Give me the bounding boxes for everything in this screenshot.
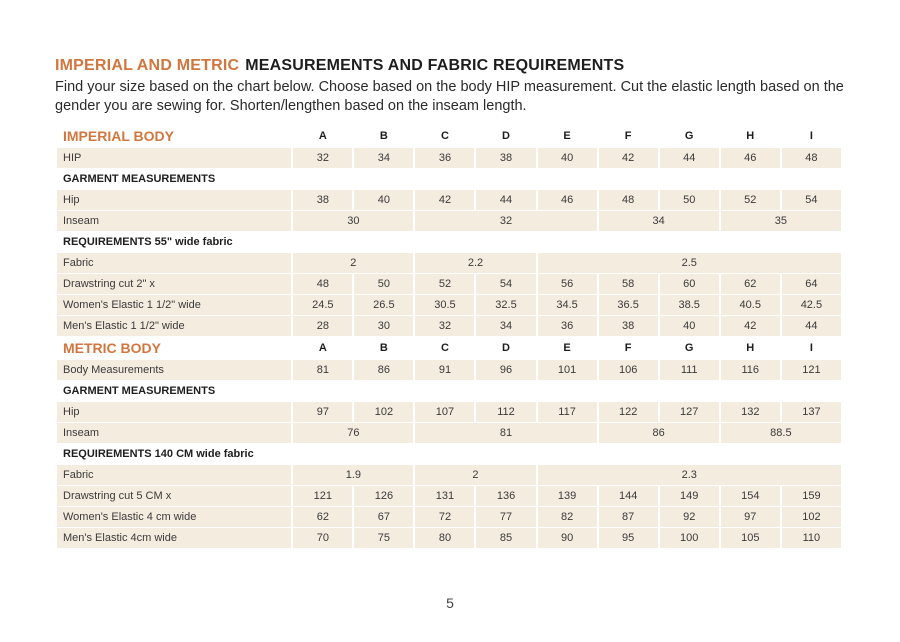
page-number: 5	[446, 595, 454, 611]
section-label: GARMENT MEASUREMENTS	[63, 173, 216, 185]
value-cell: 40.5	[721, 295, 780, 315]
value-cell: 86	[354, 360, 413, 380]
value-cell: 2	[415, 465, 535, 485]
row-label: Hip	[57, 402, 291, 422]
value-cell: 48	[293, 274, 352, 294]
table-row	[57, 274, 841, 294]
value-cell: 48	[599, 190, 658, 210]
value-cell: 2.3	[538, 465, 841, 485]
value-cell: 72	[415, 507, 474, 527]
section-label: GARMENT MEASUREMENTS	[63, 385, 216, 397]
value-cell: 40	[538, 148, 597, 168]
value-cell: 136	[476, 486, 535, 506]
value-cell: 54	[476, 274, 535, 294]
value-cell: 88.5	[721, 423, 841, 443]
value-cell: 77	[476, 507, 535, 527]
value-cell: 52	[721, 190, 780, 210]
heading-accent: IMPERIAL AND METRIC	[55, 57, 240, 74]
table-row	[57, 295, 841, 315]
value-cell: 34.5	[538, 295, 597, 315]
value-cell: 48	[782, 148, 841, 168]
value-cell: 36	[415, 148, 474, 168]
value-cell: 90	[538, 528, 597, 548]
value-cell: 32.5	[476, 295, 535, 315]
table-row	[57, 486, 841, 506]
value-cell: 52	[415, 274, 474, 294]
subsection-row	[57, 232, 841, 252]
value-cell: 58	[599, 274, 658, 294]
value-cell: 2.2	[415, 253, 535, 273]
size-header-cell: F	[624, 342, 632, 354]
value-cell: 67	[354, 507, 413, 527]
value-cell: 149	[660, 486, 719, 506]
size-header-cell: D	[502, 342, 510, 354]
value-cell: 81	[415, 423, 596, 443]
subsection-row	[57, 444, 841, 464]
value-cell: 126	[354, 486, 413, 506]
value-cell: 86	[599, 423, 719, 443]
value-cell: 30	[354, 316, 413, 336]
value-cell: 38.5	[660, 295, 719, 315]
value-cell: 36	[538, 316, 597, 336]
value-cell: 144	[599, 486, 658, 506]
value-cell: 116	[721, 360, 780, 380]
row-label: Inseam	[57, 211, 291, 231]
value-cell: 30.5	[415, 295, 474, 315]
value-cell: 34	[354, 148, 413, 168]
value-cell: 139	[538, 486, 597, 506]
table-row	[57, 507, 841, 527]
value-cell: 30	[293, 211, 413, 231]
value-cell: 35	[721, 211, 841, 231]
value-cell: 105	[721, 528, 780, 548]
size-header-cell: D	[502, 130, 510, 142]
table-row	[57, 402, 841, 422]
section-label: REQUIREMENTS 55" wide fabric	[63, 236, 233, 248]
value-cell: 111	[660, 360, 719, 380]
size-header-cell: C	[440, 342, 449, 354]
value-cell: 85	[476, 528, 535, 548]
value-cell: 132	[721, 402, 780, 422]
value-cell: 121	[293, 486, 352, 506]
value-cell: 24.5	[293, 295, 352, 315]
value-cell: 40	[354, 190, 413, 210]
value-cell: 34	[599, 211, 719, 231]
intro-paragraph: Find your size based on the chart below. Choose based on the body HIP measurement. Cut the elastic length based on the gender you are sewing for. Shorten/lengthen based on the inseam length.	[55, 79, 844, 114]
value-cell: 100	[660, 528, 719, 548]
value-cell: 159	[782, 486, 841, 506]
value-cell: 131	[415, 486, 474, 506]
value-cell: 32	[415, 316, 474, 336]
value-cell: 80	[415, 528, 474, 548]
value-cell: 122	[599, 402, 658, 422]
size-header-cell: A	[318, 130, 327, 142]
value-cell: 62	[293, 507, 352, 527]
table-row	[57, 148, 841, 168]
row-label: Drawstring cut 2" x	[57, 274, 291, 294]
size-header-cell: H	[746, 130, 755, 142]
table-row	[57, 211, 841, 231]
value-cell: 46	[721, 148, 780, 168]
value-cell: 44	[476, 190, 535, 210]
row-label: Body Measurements	[57, 360, 291, 380]
value-cell: 46	[538, 190, 597, 210]
subsection-row	[57, 169, 841, 189]
row-label: Fabric	[57, 253, 291, 273]
subsection-row	[57, 381, 841, 401]
size-header-cell: G	[684, 130, 694, 142]
value-cell: 76	[293, 423, 413, 443]
value-cell: 96	[476, 360, 535, 380]
value-cell: 28	[293, 316, 352, 336]
row-label: Women's Elastic 4 cm wide	[57, 507, 291, 527]
heading-title: MEASUREMENTS AND FABRIC REQUIREMENTS	[245, 57, 625, 74]
value-cell: 38	[476, 148, 535, 168]
value-cell: 36.5	[599, 295, 658, 315]
value-cell: 82	[538, 507, 597, 527]
row-label: Drawstring cut 5 CM x	[57, 486, 291, 506]
value-cell: 42.5	[782, 295, 841, 315]
section-label: REQUIREMENTS 140 CM wide fabric	[63, 448, 254, 460]
value-cell: 102	[782, 507, 841, 527]
size-header-cell: B	[379, 342, 388, 354]
value-cell: 75	[354, 528, 413, 548]
value-cell: 50	[354, 274, 413, 294]
value-cell: 112	[476, 402, 535, 422]
size-chart-table	[55, 124, 843, 549]
row-label: Men's Elastic 1 1/2" wide	[57, 316, 291, 336]
size-header-cell: I	[809, 130, 813, 142]
value-cell: 137	[782, 402, 841, 422]
row-label: Inseam	[57, 423, 291, 443]
row-label: Men's Elastic 4cm wide	[57, 528, 291, 548]
table-row	[57, 465, 841, 485]
size-header-cell: C	[440, 130, 449, 142]
value-cell: 42	[415, 190, 474, 210]
size-header-cell: B	[379, 130, 388, 142]
row-label: Hip	[57, 190, 291, 210]
value-cell: 101	[538, 360, 597, 380]
value-cell: 62	[721, 274, 780, 294]
value-cell: 60	[660, 274, 719, 294]
size-header-cell: E	[563, 342, 571, 354]
value-cell: 102	[354, 402, 413, 422]
value-cell: 42	[599, 148, 658, 168]
size-header-cell: F	[624, 130, 632, 142]
section-header-row	[57, 337, 841, 359]
size-header-cell: I	[809, 342, 813, 354]
row-label: Fabric	[57, 465, 291, 485]
row-label: HIP	[57, 148, 291, 168]
value-cell: 32	[293, 148, 352, 168]
value-cell: 2.5	[538, 253, 841, 273]
size-header-cell: H	[746, 342, 755, 354]
value-cell: 26.5	[354, 295, 413, 315]
value-cell: 121	[782, 360, 841, 380]
section-header-row	[57, 125, 841, 147]
table-row	[57, 253, 841, 273]
size-header-cell: E	[563, 130, 571, 142]
value-cell: 97	[721, 507, 780, 527]
size-header-cell: G	[684, 342, 694, 354]
row-label: Women's Elastic 1 1/2" wide	[57, 295, 291, 315]
value-cell: 91	[415, 360, 474, 380]
value-cell: 97	[293, 402, 352, 422]
value-cell: 70	[293, 528, 352, 548]
table-row	[57, 528, 841, 548]
value-cell: 95	[599, 528, 658, 548]
value-cell: 87	[599, 507, 658, 527]
value-cell: 117	[538, 402, 597, 422]
value-cell: 50	[660, 190, 719, 210]
table-row	[57, 316, 841, 336]
value-cell: 64	[782, 274, 841, 294]
value-cell: 127	[660, 402, 719, 422]
table-row	[57, 423, 841, 443]
value-cell: 106	[599, 360, 658, 380]
section-label: METRIC BODY	[63, 340, 161, 356]
value-cell: 44	[660, 148, 719, 168]
table-row	[57, 360, 841, 380]
value-cell: 32	[415, 211, 596, 231]
table-row	[57, 190, 841, 210]
value-cell: 110	[782, 528, 841, 548]
value-cell: 81	[293, 360, 352, 380]
value-cell: 56	[538, 274, 597, 294]
value-cell: 92	[660, 507, 719, 527]
value-cell: 42	[721, 316, 780, 336]
value-cell: 38	[599, 316, 658, 336]
value-cell: 107	[415, 402, 474, 422]
value-cell: 40	[660, 316, 719, 336]
value-cell: 1.9	[293, 465, 413, 485]
size-header-cell: A	[318, 342, 327, 354]
value-cell: 154	[721, 486, 780, 506]
value-cell: 34	[476, 316, 535, 336]
section-label: IMPERIAL BODY	[63, 128, 174, 144]
value-cell: 44	[782, 316, 841, 336]
value-cell: 54	[782, 190, 841, 210]
value-cell: 2	[293, 253, 413, 273]
value-cell: 38	[293, 190, 352, 210]
page-heading	[55, 57, 624, 75]
